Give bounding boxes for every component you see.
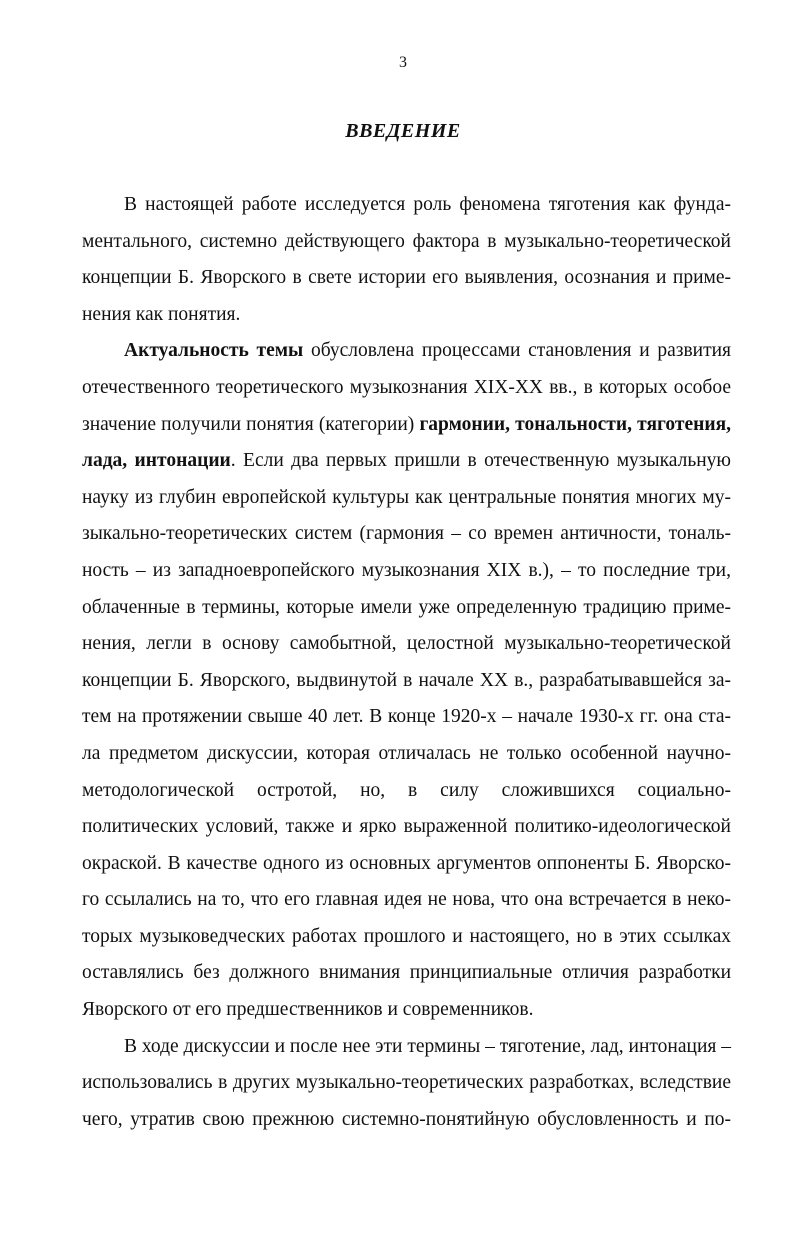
text-line: отечественного теоретического музыкознания XIX-XX вв., в которых особое <box>82 376 731 398</box>
page-number: 3 <box>399 54 407 71</box>
text-line <box>82 407 731 444</box>
body-text <box>82 187 731 1138</box>
text-line: торых музыковедческих работах прошлого и настоящего, но в этих ссылках <box>82 925 731 947</box>
text-line <box>82 333 731 370</box>
text-span: обусловлена процессами становления и развития <box>303 340 732 362</box>
text-line: использовались в других музыкально-теоретических разработках, вследствие <box>82 1072 731 1094</box>
text-line: методологической остротой, но, в силу сложившихся социально- <box>82 779 731 801</box>
text-span: значение получили понятия (категории) <box>82 413 420 435</box>
text-line: облаченные в термины, которые имели уже определенную традицию приме- <box>82 596 731 618</box>
text-line: политических условий, также и ярко выраженной политико-идеологической <box>82 816 731 838</box>
text-line: нения как понятия. <box>82 303 241 325</box>
text-line: ментального, системно действующего фактора в музыкально-теоретической <box>82 230 731 252</box>
text-line <box>82 443 731 480</box>
text-line: окраской. В качестве одного из основных аргументов оппоненты Б. Яворско- <box>82 852 731 874</box>
bold-term: лада, интонации <box>82 450 231 472</box>
text-line: концепции Б. Яворского, выдвинутой в начале XX в., разрабатывавшейся за- <box>82 669 731 691</box>
text-line: ла предметом дискуссии, которая отличалась не только особенной научно- <box>82 742 731 764</box>
text-line: чего, утратив свою прежнюю системно-понятийную обусловленность и по- <box>82 1108 731 1130</box>
section-heading: ВВЕДЕНИЕ <box>345 120 461 142</box>
text-line: В настоящей работе исследуется роль феномена тяготения как фунда- <box>124 194 731 215</box>
text-line: В ходе дискуссии и после нее эти термины – тяготение, лад, интонация – <box>124 1035 731 1057</box>
bold-term: Актуальность темы <box>124 340 304 362</box>
text-line: ность – из западноевропейского музыкознания XIX в.), – то последние три, <box>82 559 731 581</box>
text-line: зыкально-теоретических систем (гармония – со времен античности, тональ- <box>82 523 731 545</box>
text-line: концепции Б. Яворского в свете истории его выявления, осознания и приме- <box>82 267 731 289</box>
text-line: тем на протяжении свыше 40 лет. В конце 1920-х – начале 1930-х гг. она ста- <box>82 706 731 728</box>
text-line: оставлялись без должного внимания принципиальные отличия разработки <box>82 962 731 984</box>
text-span: . Если два первых пришли в отечественную музыкальную <box>230 450 731 472</box>
text-line: го ссылались на то, что его главная идея не нова, что она встречается в неко- <box>82 889 731 911</box>
text-line: нения, легли в основу самобытной, целостной музыкально-теоретической <box>82 633 731 655</box>
text-line: науку из глубин европейской культуры как центральные понятия многих му- <box>82 486 731 508</box>
bold-term: гармонии, тональности, тяготения, <box>419 413 732 435</box>
text-line: Яворского от его предшественников и современников. <box>82 999 534 1021</box>
